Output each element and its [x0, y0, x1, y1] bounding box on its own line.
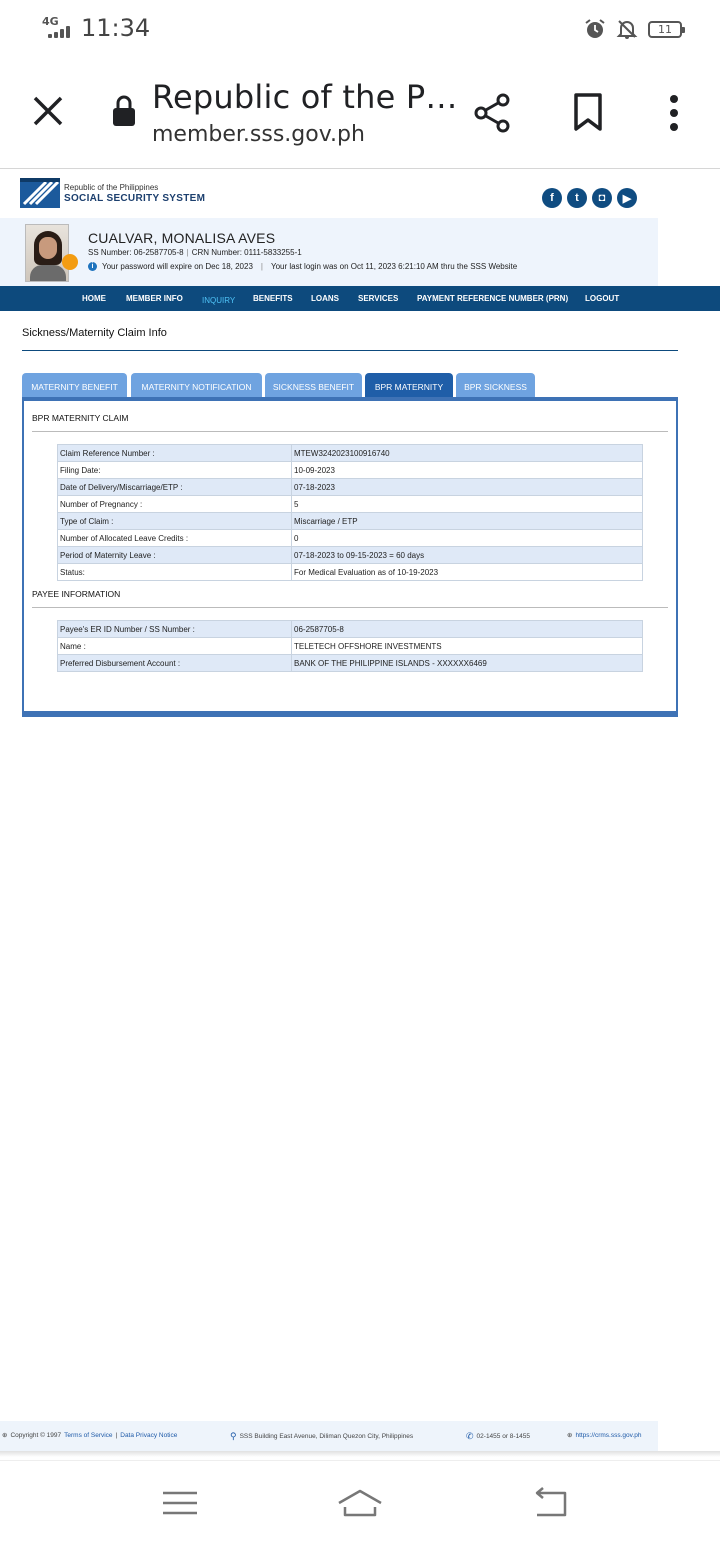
login-info: i Your password will expire on Dec 18, 2023 | Your last login was on Oct 11, 2023 6:21:10 AM thru the SSS Website [88, 262, 517, 271]
ss-number: SS Number: 06-2587705-8 [88, 248, 184, 257]
row-value: 0 [292, 530, 643, 547]
terms-link[interactable]: Terms of Service [64, 1431, 113, 1439]
footer-website [567, 1431, 641, 1439]
signal-icon [48, 26, 74, 38]
notifications-off-icon [616, 18, 638, 40]
member-name: CUALVAR, MONALISA AVES [88, 230, 276, 246]
info-icon: i [88, 262, 97, 271]
site-header [0, 170, 658, 218]
section-title-claim: BPR MATERNITY CLAIM [32, 413, 129, 423]
row-label: Payee's ER ID Number / SS Number : [58, 621, 292, 638]
table-row [58, 513, 643, 530]
avatar [25, 224, 69, 282]
row-label: Type of Claim : [58, 513, 292, 530]
more-options-icon[interactable] [662, 94, 686, 132]
row-label: Period of Maternity Leave : [58, 547, 292, 564]
row-label: Filing Date: [58, 462, 292, 479]
last-login: Your last login was on Oct 11, 2023 6:21:10 AM thru the SSS Website [270, 262, 518, 271]
battery-icon [648, 21, 682, 38]
logo-subtitle: Republic of the Philippines [64, 183, 159, 192]
member-numbers: SS Number: 06-2587705-8 | CRN Number: 0111-5833255-1 [88, 248, 302, 257]
share-icon[interactable] [470, 91, 514, 135]
tab-bpr-maternity[interactable]: BPR MATERNITY [365, 373, 453, 400]
table-row [58, 621, 643, 638]
table-row [58, 496, 643, 513]
row-value: For Medical Evaluation as of 10-19-2023 [292, 564, 643, 581]
page-title-tab[interactable]: Republic of the P… [152, 78, 458, 116]
table-row [58, 479, 643, 496]
row-label: Date of Delivery/Miscarriage/ETP : [58, 479, 292, 496]
table-row [58, 564, 643, 581]
table-row [58, 655, 643, 672]
table-row [58, 530, 643, 547]
footer-phone [466, 1431, 530, 1442]
table-row [58, 445, 643, 462]
divider [22, 350, 678, 351]
globe-icon: ⊕ [2, 1432, 8, 1439]
twitter-icon[interactable]: t [567, 188, 587, 208]
row-label: Number of Allocated Leave Credits : [58, 530, 292, 547]
divider [32, 431, 668, 432]
nav-inquiry[interactable]: INQUIRY [202, 296, 236, 305]
row-label: Name : [58, 638, 292, 655]
footer-legal: ⊕ Copyright © 1997 Terms of Service | Data Privacy Notice [2, 1431, 178, 1439]
row-label: Preferred Disbursement Account : [58, 655, 292, 672]
main-nav [0, 286, 720, 311]
location-icon: ⚲ [230, 1431, 237, 1441]
tab-sickness-benefit[interactable]: SICKNESS BENEFIT [265, 373, 362, 400]
copyright: Copyright © 1997 [10, 1431, 62, 1439]
privacy-link[interactable]: Data Privacy Notice [120, 1431, 178, 1439]
row-label: Status: [58, 564, 292, 581]
claim-panel [22, 397, 678, 717]
facebook-icon[interactable]: f [542, 188, 562, 208]
row-value: Miscarriage / ETP [292, 513, 643, 530]
back-icon[interactable] [525, 1483, 575, 1523]
address: SSS Building East Avenue, Diliman Quezon City, Philippines [239, 1433, 414, 1440]
network-type: 4G [42, 15, 59, 28]
row-value: TELETECH OFFSHORE INVESTMENTS [292, 638, 643, 655]
nav-home[interactable]: HOME [82, 294, 106, 303]
tab-maternity-notification[interactable]: MATERNITY NOTIFICATION [131, 373, 262, 400]
row-value: 5 [292, 496, 643, 513]
system-nav-bar [0, 1460, 720, 1544]
youtube-icon[interactable]: ▶ [617, 188, 637, 208]
member-profile [0, 218, 658, 286]
website-link[interactable]: https://crms.sss.gov.ph [575, 1431, 642, 1439]
divider [0, 1451, 720, 1457]
row-value: 06-2587705-8 [292, 621, 643, 638]
claim-table [57, 444, 643, 581]
phone-number: 02-1455 or 8-1455 [476, 1433, 531, 1440]
tab-maternity-benefit[interactable]: MATERNITY BENEFIT [22, 373, 127, 400]
lock-icon[interactable] [110, 94, 138, 128]
web-page [0, 170, 720, 1455]
row-value: MTEW3242023100916740 [292, 445, 643, 462]
row-label: Claim Reference Number : [58, 445, 292, 462]
crn-number: CRN Number: 0111-5833255-1 [191, 248, 302, 257]
row-value: 07-18-2023 to 09-15-2023 = 60 days [292, 547, 643, 564]
logo-title: SOCIAL SECURITY SYSTEM [64, 193, 206, 204]
nav-services[interactable]: SERVICES [358, 294, 399, 303]
nav-prn[interactable]: PAYMENT REFERENCE NUMBER (PRN) [417, 294, 569, 303]
row-value: BANK OF THE PHILIPPINE ISLANDS - XXXXXX6469 [292, 655, 643, 672]
section-title-payee: PAYEE INFORMATION [32, 589, 121, 599]
bookmark-icon[interactable] [570, 92, 606, 132]
divider [32, 607, 668, 608]
status-bar [0, 0, 720, 56]
battery-level: 11 [658, 22, 672, 36]
url-field[interactable]: member.sss.gov.ph [152, 122, 365, 147]
row-value: 10-09-2023 [292, 462, 643, 479]
globe-icon: ⊕ [567, 1432, 573, 1439]
close-icon[interactable] [28, 91, 68, 131]
table-row [58, 638, 643, 655]
nav-benefits[interactable]: BENEFITS [253, 294, 293, 303]
password-notice: Your password will expire on Dec 18, 2023 [102, 262, 253, 271]
table-row [58, 462, 643, 479]
footer-address [230, 1431, 413, 1442]
page-title: Sickness/Maternity Claim Info [22, 327, 167, 339]
sss-logo-icon[interactable] [20, 178, 60, 208]
nav-logout[interactable]: LOGOUT [585, 294, 620, 303]
recent-apps-icon[interactable] [155, 1483, 205, 1523]
badge-icon [62, 254, 78, 270]
tab-bpr-sickness[interactable]: BPR SICKNESS [456, 373, 535, 400]
clock: 11:34 [81, 14, 151, 42]
home-icon[interactable] [335, 1483, 385, 1523]
row-value: 07-18-2023 [292, 479, 643, 496]
browser-toolbar [0, 56, 720, 169]
table-row [58, 547, 643, 564]
site-footer [0, 1421, 658, 1451]
nav-member-info[interactable]: MEMBER INFO [126, 294, 183, 303]
alarm-icon [584, 18, 606, 40]
nav-loans[interactable]: LOANS [311, 294, 339, 303]
payee-table [57, 620, 643, 672]
social-links [542, 188, 637, 208]
instagram-icon[interactable]: ◘ [592, 188, 612, 208]
row-label: Number of Pregnancy : [58, 496, 292, 513]
phone-icon: ✆ [466, 1431, 474, 1441]
